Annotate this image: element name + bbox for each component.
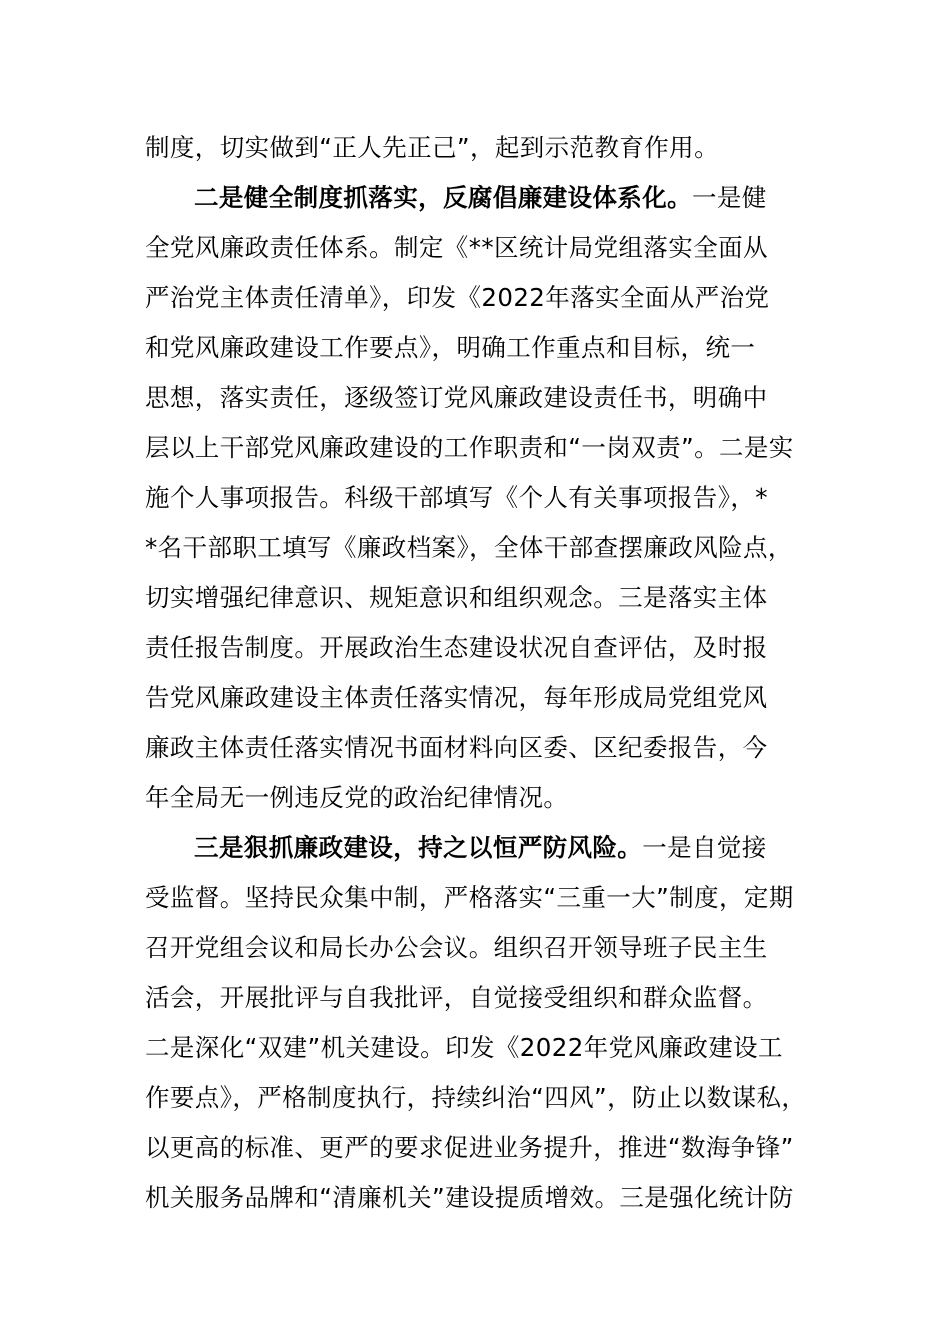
paragraph-start-line	[145, 173, 833, 223]
text-line	[145, 973, 833, 1023]
line-text: 制度，切实做到“正人先正己”，起到示范教育作用。	[145, 133, 719, 162]
line-text: 层以上干部党风廉政建设的工作职责和“一岗双责”。二是实	[145, 433, 794, 462]
line-text: 廉政主体责任落实情况书面材料向区委、区纪委报告，今	[145, 733, 768, 762]
document-body	[145, 123, 833, 1223]
text-line	[145, 1173, 833, 1223]
paragraph-start-line	[145, 823, 833, 873]
line-text: 切实增强纪律意识、规矩意识和组织观念。三是落实主体	[145, 583, 768, 612]
text-line	[145, 623, 833, 673]
text-line	[145, 923, 833, 973]
line-text: 责任报告制度。开展政治生态建设状况自查评估，及时报	[145, 633, 768, 662]
paragraph-heading: 二是健全制度抓落实，反腐倡廉建设体系化。	[194, 183, 692, 212]
line-text: 受监督。坚持民众集中制，严格落实“三重一大”制度，定期	[145, 883, 794, 912]
text-line	[145, 373, 833, 423]
text-line	[145, 873, 833, 923]
text-line	[145, 1073, 833, 1123]
line-text: 年全局无一例违反党的政治纪律情况。	[145, 783, 569, 812]
text-line	[145, 773, 833, 823]
line-text: 作要点》，严格制度执行，持续纠治“四风”，防止以数谋私，	[145, 1083, 807, 1112]
text-line	[145, 1123, 833, 1173]
line-text: 一是自觉接	[642, 833, 767, 862]
text-line	[145, 273, 833, 323]
text-line	[145, 123, 833, 173]
line-text: 召开党组会议和局长办公会议。组织召开领导班子民主生	[145, 933, 768, 962]
line-text: 严治党主体责任清单》，印发《2022年落实全面从严治党	[145, 283, 770, 312]
line-text: 机关服务品牌和“清廉机关”建设提质增效。三是强化统计防	[145, 1183, 794, 1212]
text-line	[145, 323, 833, 373]
line-text: 思想，落实责任，逐级签订党风廉政建设责任书，明确中	[145, 383, 768, 412]
line-text: 以更高的标准、更严的要求促进业务提升，推进“数海争锋”	[145, 1133, 794, 1162]
line-text: 告党风廉政建设主体责任落实情况，每年形成局党组党风	[145, 683, 768, 712]
line-text: 活会，开展批评与自我批评，自觉接受组织和群众监督。	[145, 983, 768, 1012]
line-text: 一是健	[692, 183, 767, 212]
text-line	[145, 573, 833, 623]
text-line	[145, 223, 833, 273]
text-line	[145, 473, 833, 523]
line-text: 施个人事项报告。科级干部填写《个人有关事项报告》，*	[145, 483, 768, 512]
text-line	[145, 723, 833, 773]
text-line	[145, 673, 833, 723]
text-line	[145, 523, 833, 573]
paragraph-heading: 三是狠抓廉政建设，持之以恒严防风险。	[194, 833, 643, 862]
line-text: 和党风廉政建设工作要点》，明确工作重点和目标，统一	[145, 333, 756, 362]
line-text: 二是深化“双建”机关建设。印发《2022年党风廉政建设工	[145, 1033, 783, 1062]
line-text: 全党风廉政责任体系。制定《**区统计局党组落实全面从	[145, 233, 768, 262]
text-line	[145, 1023, 833, 1073]
line-text: *名干部职工填写《廉政档案》，全体干部查摆廉政风险点，	[145, 533, 793, 562]
text-line	[145, 423, 833, 473]
